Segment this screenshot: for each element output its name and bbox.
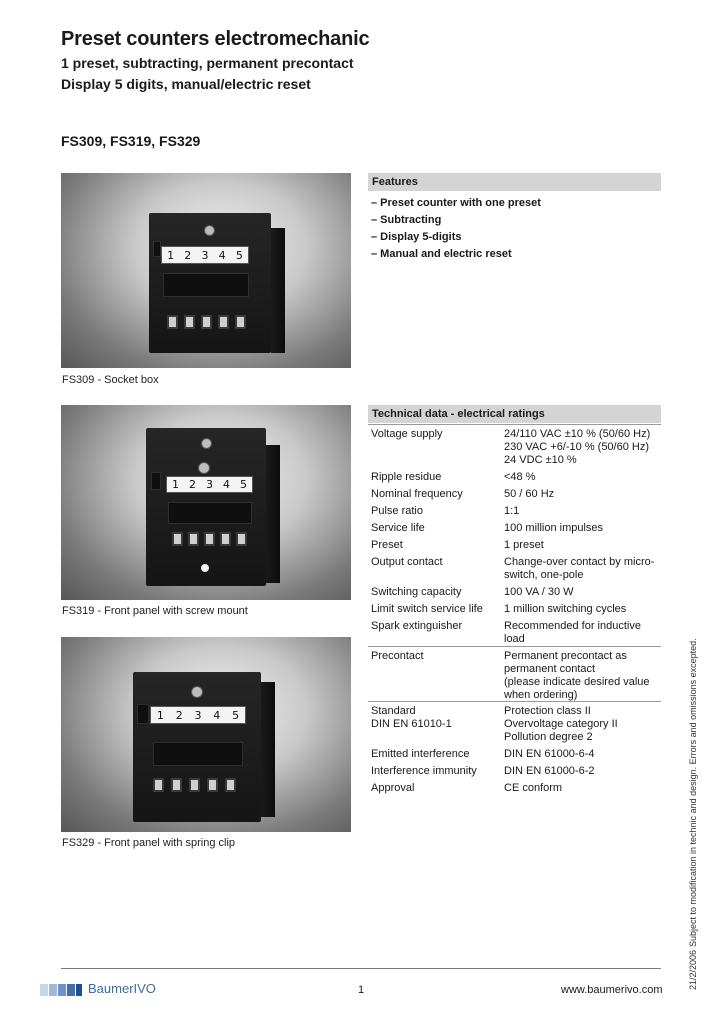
device-body bbox=[149, 213, 271, 353]
photo-caption: FS309 - Socket box bbox=[62, 374, 159, 386]
preset-button bbox=[204, 532, 215, 546]
technical-value: 1:1 bbox=[504, 505, 520, 517]
technical-key: Spark extinguisher bbox=[371, 620, 463, 632]
reset-knob bbox=[198, 462, 210, 474]
feature-item: – Manual and electric reset bbox=[371, 248, 512, 260]
technical-key: Switching capacity bbox=[371, 586, 462, 598]
device-tab bbox=[137, 704, 149, 724]
digit: 2 bbox=[175, 708, 183, 722]
digit: 1 bbox=[167, 248, 175, 262]
digit: 1 bbox=[172, 478, 179, 491]
technical-value: 24/110 VAC ±10 % (50/60 Hz) 230 VAC +6/-10 % (50/60 Hz) 24 VDC ±10 % bbox=[504, 428, 651, 466]
technical-value: Change-over contact by micro- switch, one-pole bbox=[504, 556, 655, 581]
technical-value: 1 million switching cycles bbox=[504, 603, 627, 615]
digit: 2 bbox=[184, 248, 192, 262]
digit: 2 bbox=[189, 478, 196, 491]
technical-key: Limit switch service life bbox=[371, 603, 483, 615]
technical-key: Output contact bbox=[371, 556, 443, 568]
side-note-date: 21/2/2006 bbox=[688, 949, 698, 990]
preset-button bbox=[167, 315, 178, 329]
screw-hole bbox=[201, 564, 209, 572]
technical-value: Permanent precontact as permanent contact (please indicate desired value when ordering) bbox=[504, 650, 650, 701]
digit: 5 bbox=[235, 248, 243, 262]
preset-button bbox=[171, 778, 182, 792]
preset-button bbox=[220, 532, 231, 546]
photo-fs319 bbox=[61, 405, 351, 600]
preset-button bbox=[218, 315, 229, 329]
technical-value: <48 % bbox=[504, 471, 536, 483]
technical-value: 1 preset bbox=[504, 539, 544, 551]
technical-key: Voltage supply bbox=[371, 428, 443, 440]
features-heading: Features bbox=[368, 173, 661, 191]
technical-value: 100 VA / 30 W bbox=[504, 586, 574, 598]
technical-key: Preset bbox=[371, 539, 403, 551]
technical-key: Nominal frequency bbox=[371, 488, 463, 500]
technical-key: Standard DIN EN 61010-1 bbox=[371, 705, 452, 730]
device-tab bbox=[153, 241, 161, 257]
photo-fs329 bbox=[61, 637, 351, 832]
digit: 4 bbox=[218, 248, 226, 262]
feature-item: – Preset counter with one preset bbox=[371, 197, 541, 209]
technical-key: Ripple residue bbox=[371, 471, 442, 483]
technical-key: Approval bbox=[371, 782, 415, 794]
technical-value: DIN EN 61000-6-4 bbox=[504, 748, 595, 760]
photo-caption: FS329 - Front panel with spring clip bbox=[62, 837, 236, 849]
display-window bbox=[163, 273, 249, 297]
photo-fs309 bbox=[61, 173, 351, 368]
digit: 1 bbox=[156, 708, 164, 722]
device-tab bbox=[151, 472, 161, 490]
technical-value: DIN EN 61000-6-2 bbox=[504, 765, 595, 777]
technical-key: Precontact bbox=[371, 650, 424, 662]
display-window bbox=[153, 742, 243, 766]
preset-button bbox=[235, 315, 246, 329]
digit-display bbox=[150, 706, 246, 724]
preset-button bbox=[225, 778, 236, 792]
device-side bbox=[261, 682, 275, 817]
preset-button bbox=[184, 315, 195, 329]
preset-button bbox=[189, 778, 200, 792]
reset-knob bbox=[191, 686, 203, 698]
screw-hole bbox=[201, 438, 212, 449]
brand-logo-bars bbox=[40, 984, 82, 996]
technical-heading: Technical data - electrical ratings bbox=[368, 405, 661, 423]
page-number: 1 bbox=[358, 984, 365, 996]
display-window bbox=[168, 502, 252, 524]
digit: 3 bbox=[194, 708, 202, 722]
page-title: Preset counters electromechanic bbox=[61, 28, 370, 50]
preset-button bbox=[172, 532, 183, 546]
preset-button bbox=[153, 778, 164, 792]
feature-item: – Display 5-digits bbox=[371, 231, 462, 243]
website-link[interactable]: www.baumerivo.com bbox=[561, 984, 663, 996]
technical-key: Pulse ratio bbox=[371, 505, 423, 517]
device-side bbox=[266, 445, 280, 583]
digit-display bbox=[161, 246, 249, 264]
reset-knob bbox=[204, 225, 215, 236]
technical-value: CE conform bbox=[504, 782, 563, 794]
preset-button bbox=[188, 532, 199, 546]
digit: 5 bbox=[240, 478, 247, 491]
model-numbers: FS309, FS319, FS329 bbox=[61, 133, 201, 149]
digit: 4 bbox=[223, 478, 230, 491]
digit: 4 bbox=[213, 708, 221, 722]
technical-key: Service life bbox=[371, 522, 425, 534]
photo-caption: FS319 - Front panel with screw mount bbox=[62, 605, 248, 617]
digit-display bbox=[166, 476, 253, 493]
footer-divider bbox=[61, 968, 661, 969]
side-note-text: Subject to modification in technic and design. Errors and omissions excepted. bbox=[688, 638, 698, 947]
brand-name: BaumerIVO bbox=[88, 981, 156, 996]
technical-value: 50 / 60 Hz bbox=[504, 488, 555, 500]
preset-button bbox=[207, 778, 218, 792]
technical-value: Recommended for inductive load bbox=[504, 620, 641, 645]
device-body bbox=[133, 672, 261, 822]
preset-button bbox=[236, 532, 247, 546]
digit: 3 bbox=[201, 248, 209, 262]
device-body bbox=[146, 428, 266, 586]
divider bbox=[368, 701, 661, 702]
technical-value: 100 million impulses bbox=[504, 522, 604, 534]
divider bbox=[368, 646, 661, 647]
page-subtitle-2: Display 5 digits, manual/electric reset bbox=[61, 76, 311, 92]
technical-value: Protection class II Overvoltage category II Pollution degree 2 bbox=[504, 705, 618, 743]
page-subtitle-1: 1 preset, subtracting, permanent precontact bbox=[61, 55, 354, 71]
side-note bbox=[688, 638, 698, 990]
divider bbox=[368, 424, 661, 425]
device-side bbox=[271, 228, 285, 353]
technical-key: Emitted interference bbox=[371, 748, 470, 760]
preset-button bbox=[201, 315, 212, 329]
digit: 5 bbox=[232, 708, 240, 722]
technical-key: Interference immunity bbox=[371, 765, 477, 777]
feature-item: – Subtracting bbox=[371, 214, 442, 226]
digit: 3 bbox=[206, 478, 213, 491]
